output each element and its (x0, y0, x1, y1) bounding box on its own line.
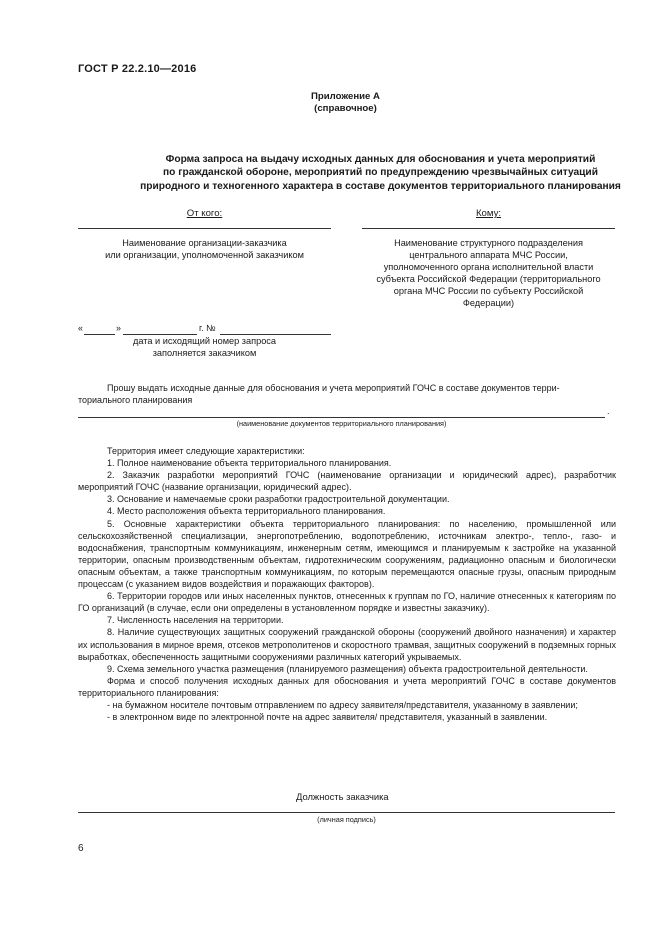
body-paragraph: 4. Место расположения объекта территориального планирования. (107, 506, 386, 517)
form-title-line: по гражданской обороне, мероприятий по предупреждению чрезвычайных ситуаций (163, 167, 598, 179)
request-paragraph (78, 382, 616, 406)
date-caption-line: дата и исходящий номер запроса (132, 336, 277, 346)
to-caption-line: органа МЧС России по субъекту Российской (393, 286, 584, 297)
close-quote: » (116, 323, 121, 333)
request-end-dot: . (607, 406, 610, 416)
body-paragraph: - в электронном виде по электронной почте на адрес заявителя/ представителя, указанный в заявлении. (107, 712, 548, 723)
body-paragraph: Территория имеет следующие характеристики: (107, 446, 305, 456)
from-caption-line: Наименование организации-заказчика (122, 238, 287, 248)
request-caption: (наименование документов территориального планирования) (236, 419, 447, 428)
body-paragraph: 2. Заказчик разработки мероприятий ГОЧС (наименование организации и юридический адрес), разработчик мероприятий ГОЧС (название организации, юридический адрес). (78, 470, 616, 493)
request-fill-line (78, 417, 605, 418)
to-fill-line (362, 228, 615, 229)
body-paragraph: 7. Численность населения на территории. (107, 615, 284, 626)
request-line-2: ториального планирования (78, 395, 193, 406)
to-caption-line: центрального аппарата МЧС России, (409, 250, 568, 261)
from-caption-line: или организации, уполномоченной заказчиком (105, 250, 304, 261)
to-caption (362, 237, 615, 310)
date-caption (78, 335, 331, 359)
to-caption-line: Наименование структурного подразделения (394, 238, 583, 248)
body-paragraph: 9. Схема земельного участка размещения (планируемого размещения) объекта градостроительной деятельности. (107, 663, 588, 674)
signature-position-label: Должность заказчика (296, 791, 389, 802)
to-caption-line: Федерации) (462, 298, 515, 309)
year-number-label: г. № (199, 323, 216, 333)
body-paragraph: - на бумажном носителе почтовым отправлением по адресу заявителя/представителя, указанному в заявлении; (107, 699, 578, 710)
open-quote: « (78, 323, 83, 333)
to-caption-line: субъекта Российской Федерации (территориального (376, 274, 601, 285)
page-number: 6 (78, 843, 84, 854)
date-caption-line: заполняется заказчиком (152, 348, 257, 359)
body-paragraph: 8. Наличие существующих защитных сооружений гражданской обороны (сооружений двойного назначения) и характер их использования в мирное время, отсеков метрополитенов и скоростного трамвая, защитных сооружений в подземных горных выработках, обеспеченность защитными сооружениями различных категорий укрываемых. (78, 627, 616, 662)
to-caption-line: уполномоченного органа исполнительной власти (383, 262, 594, 273)
from-caption (78, 237, 331, 261)
appendix-note: (справочное) (314, 103, 377, 114)
signature-caption: (личная подпись) (317, 815, 376, 824)
signature-fill-line (78, 812, 615, 813)
body-paragraph: 6. Территории городов или иных населенных пунктов, отнесенных к группам по ГО, наличие отнесенных к категориям по ГО организаций (в случае, если они определены в установленном порядке и известны заказчику). (78, 591, 616, 614)
form-title (70, 153, 661, 193)
body-paragraph: Форма и способ получения исходных данных для обоснования и учета мероприятий ГОЧС в составе документов территориального планирования: (78, 675, 616, 698)
body-paragraph: 1. Полное наименование объекта территориального планирования. (107, 458, 392, 469)
appendix-title: Приложение А (311, 91, 380, 102)
body-paragraph: 3. Основание и намечаемые сроки разработки градостроительной документации. (107, 494, 450, 505)
request-line-1: Прошу выдать исходные данные для обоснования и учета мероприятий ГОЧС в составе документов терри- (107, 383, 560, 393)
to-heading: Кому: (475, 208, 502, 219)
from-heading: От кого: (186, 208, 223, 219)
form-title-line: природного и техногенного характера в составе документов территориального планирования (140, 180, 621, 192)
from-fill-line (78, 228, 331, 229)
appendix-heading (0, 91, 661, 115)
standard-number: ГОСТ Р 22.2.10—2016 (78, 63, 197, 75)
characteristics-section (78, 445, 616, 723)
body-paragraph: 5. Основные характеристики объекта территориального планирования: по населению, промышленной или сельскохозяйственной специализации, энергопотреблению, водопотреблению, источникам электро-, тепло-, газо- и водоснабжения, транспортным коммуникациям, инженерным сетям, имеющимся и планируемым к застройке на указанной территории, опасным производственным объектам, гидротехническим сооружениям, радиационно опасным и биологически опасным объектам, а также транспортным коммуникациям, по которым перемещаются опасные грузы, опасным природным процессам (с указанием видов воздействия и поражающих факторов). (78, 518, 616, 590)
form-title-line: Форма запроса на выдачу исходных данных для обоснования и учета мероприятий (165, 154, 596, 165)
